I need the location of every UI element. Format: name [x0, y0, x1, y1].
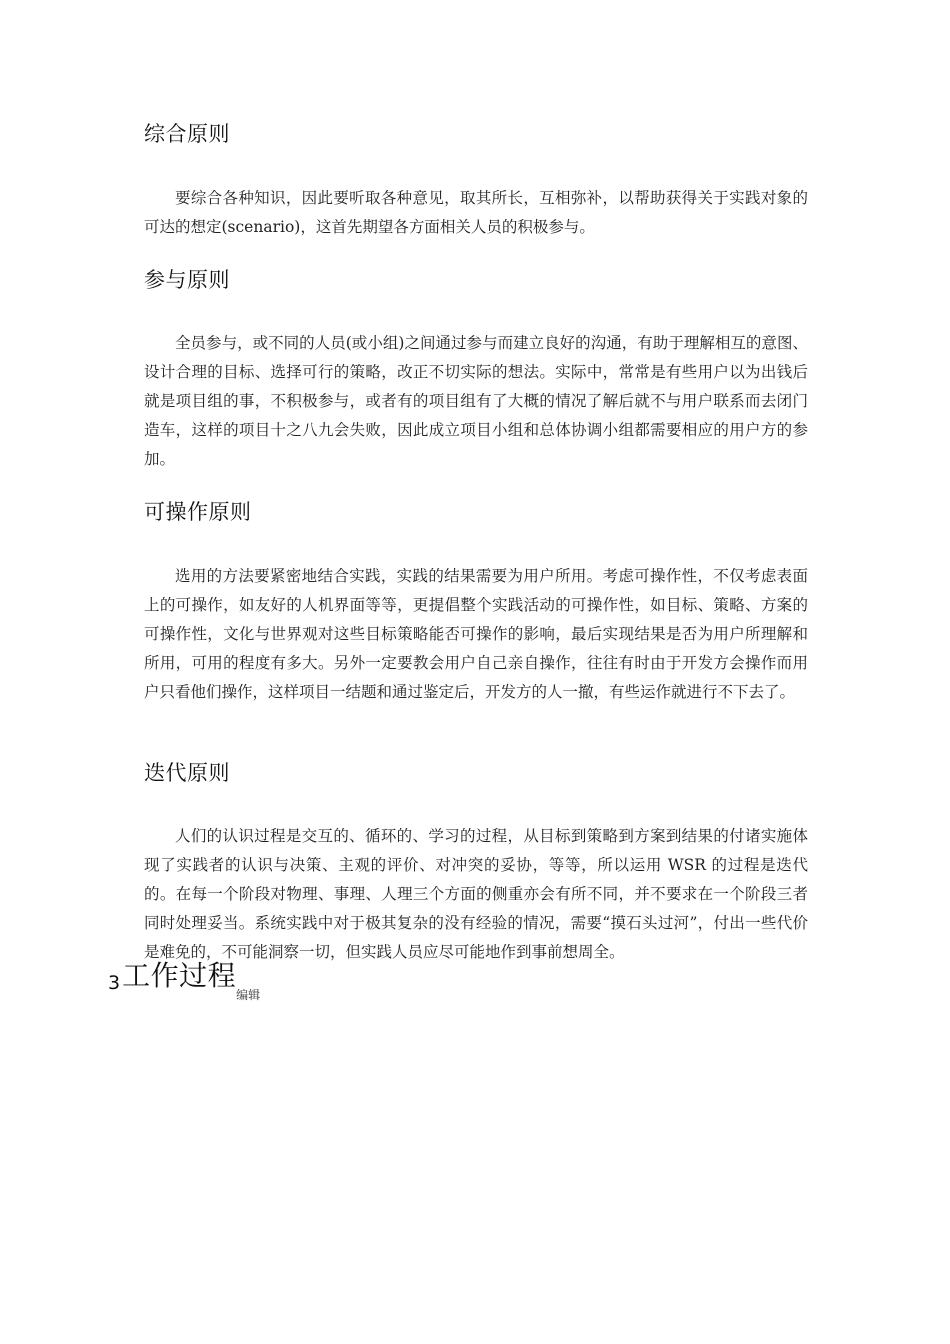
section-number: 3: [108, 972, 121, 994]
section-header-work-process: [108, 954, 261, 1002]
section-heading-participation: 参与原则: [144, 268, 230, 292]
section-heading-comprehensive: 综合原则: [144, 122, 230, 146]
section-body-participation: 全员参与，或不同的人员(或小组)之间通过参与而建立良好的沟通，有助于理解相互的意图、设计合理的目标、选择可行的策略，改正不切实际的想法。实际中，常常是有些用户以为出钱后就是项目组的事，不积极参与，或者有的项目组有了大概的情况了解后就不与用户联系而去闭门造车，这样的项目十之八九会失败，因此成立项目小组和总体协调小组都需要相应的用户方的参加。: [144, 334, 808, 468]
section-body-comprehensive: 要综合各种知识，因此要听取各种意见，取其所长，互相弥补，以帮助获得关于实践对象的可达的想定(scenario)，这首先期望各方面相关人员的积极参与。: [144, 189, 808, 236]
section-heading-iteration: 迭代原则: [144, 761, 230, 785]
section-body-iteration: 人们的认识过程是交互的、循环的、学习的过程，从目标到策略到方案到结果的付诸实施体现了实践者的认识与决策、主观的评价、对冲突的妥协，等等，所以运用 WSR 的过程是迭代的。在每一个阶段对物理、事理、人理三个方面的侧重亦会有所不同，并不要求在一个阶段三者同时处理妥当。系统实践中对于极其复杂的没有经验的情况，需要“摸石头过河”，付出一些代价是难免的，不可能洞察一切，但实践人员应尽可能地作到事前想周全。: [144, 827, 808, 961]
section-body-operability: 选用的方法要紧密地结合实践，实践的结果需要为用户所用。考虑可操作性，不仅考虑表面上的可操作，如友好的人机界面等等，更提倡整个实践活动的可操作性，如目标、策略、方案的可操作性，文化与世界观对这些目标策略能否可操作的影响，最后实现结果是否为用户所理解和所用，可用的程度有多大。另外一定要教会用户自己亲自操作，往往有时由于开发方会操作而用户只看他们操作，这样项目一结题和通过鉴定后，开发方的人一撤，有些运作就进行不下去了。: [144, 567, 808, 701]
edit-link[interactable]: 编辑: [236, 988, 261, 1002]
section-heading-operability: 可操作原则: [144, 500, 252, 524]
section-title: 工作过程: [122, 959, 237, 992]
